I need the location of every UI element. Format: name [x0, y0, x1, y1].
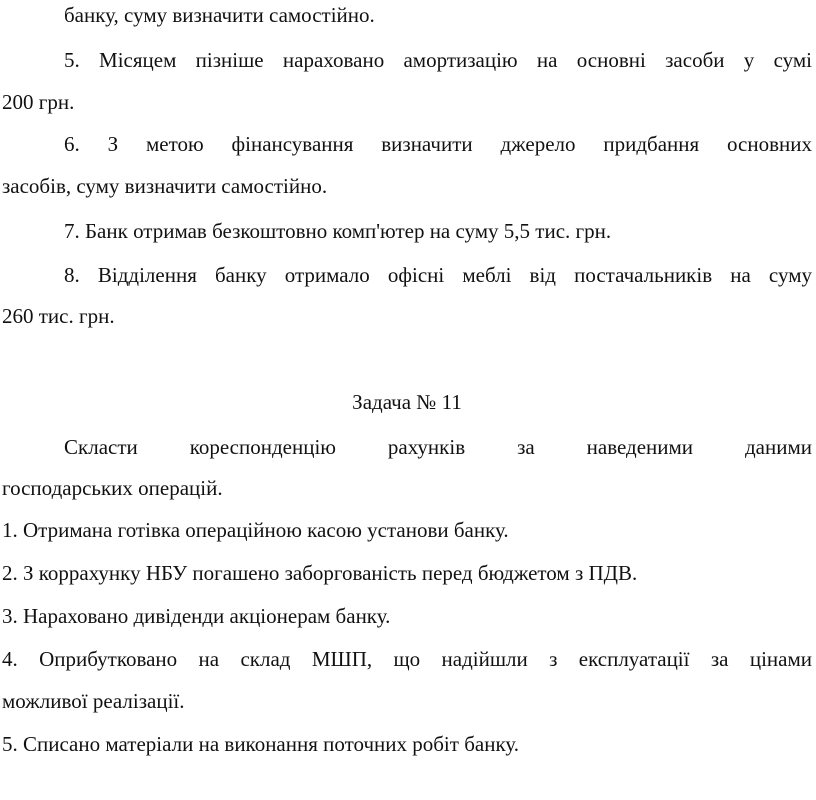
list-item: 3. Нараховано дивіденди акціонерам банку.	[2, 604, 391, 628]
text-line: 8. Відділення банку отримало офісні меблі від постачальників на суму	[64, 263, 812, 287]
section-heading: Задача № 11	[352, 390, 462, 414]
text-line: 7. Банк отримав безкоштовно комп'ютер на суму 5,5 тис. грн.	[64, 219, 612, 243]
text-line: 6. З метою фінансування визначити джерело придбання основних	[64, 132, 812, 156]
list-item: 1. Отримана готівка операційною касою установи банку.	[2, 518, 509, 542]
text-line: банку, суму визначити самостійно.	[64, 3, 375, 27]
text-line: Скласти кореспонденцію рахунків за наведеними даними	[64, 435, 812, 459]
text-line: засобів, суму визначити самостійно.	[2, 174, 328, 198]
list-item: 5. Списано матеріали на виконання поточних робіт банку.	[2, 732, 519, 756]
text-line: можливої реалізації.	[2, 689, 185, 713]
list-item: 4. Оприбутковано на склад МШП, що надійшли з експлуатації за цінами	[2, 647, 812, 671]
text-line: 200 грн.	[2, 90, 75, 114]
text-line: 260 тис. грн.	[2, 304, 115, 328]
text-line: господарських операцій.	[2, 476, 223, 500]
list-item: 2. З коррахунку НБУ погашено заборгованість перед бюджетом з ПДВ.	[2, 561, 638, 585]
text-line: 5. Місяцем пізніше нараховано амортизацію на основні засоби у сумі	[64, 48, 812, 72]
